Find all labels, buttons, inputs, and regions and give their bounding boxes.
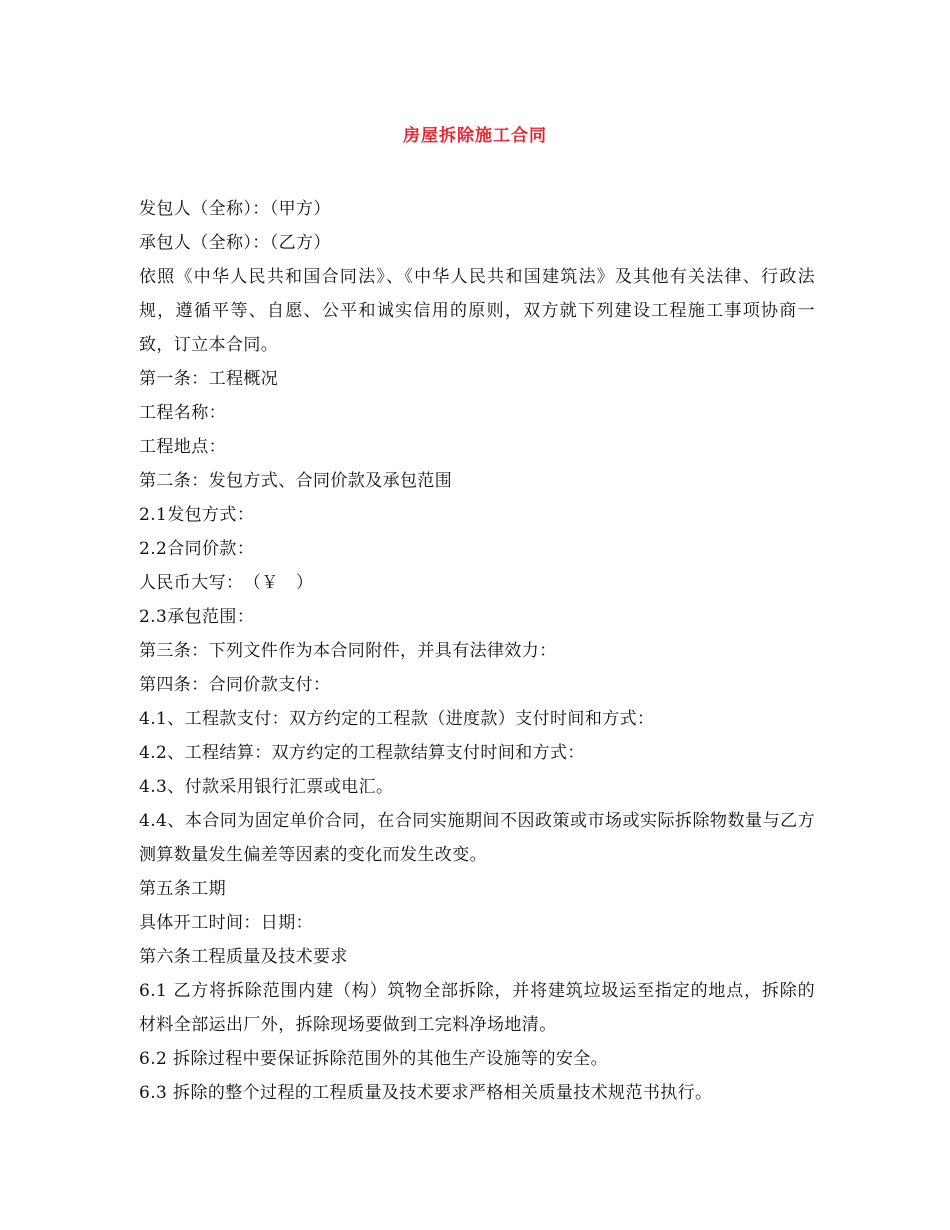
article-4-heading: 第四条：合同价款支付： (139, 675, 331, 695)
preamble-paragraph: 依照《中华人民共和国合同法》、《中华人民共和国建筑法》及其他有关法律、行政法规，遵循平等、自愿、公平和诚实信用的原则，双方就下列建设工程施工事项协商一致，订立本合同。 (139, 267, 815, 355)
article-6-heading: 第六条工程质量及技术要求 (139, 947, 348, 967)
rmb-amount-line: 人民币大写： （￥ ） (139, 573, 314, 593)
party-b-line: 承包人（全称）：（乙方） (139, 233, 331, 253)
document-body (139, 192, 815, 1110)
clause-4-3: 4.3、付款采用银行汇票或电汇。 (139, 777, 394, 797)
project-location-line: 工程地点： (139, 437, 226, 457)
clause-2-3: 2.3承包范围： (139, 607, 255, 627)
clause-2-1: 2.1发包方式： (139, 505, 255, 525)
start-date-line: 具体开工时间：日期： (139, 913, 313, 933)
clause-6-3: 6.3 拆除的整个过程的工程质量及技术要求严格相关质量技术规范书执行。 (139, 1083, 713, 1103)
article-5-heading: 第五条工期 (139, 879, 226, 899)
party-a-line: 发包人（全称）：（甲方） (139, 199, 331, 219)
article-1-heading: 第一条：工程概况 (139, 369, 279, 389)
clause-6-2: 6.2 拆除过程中要保证拆除范围外的其他生产设施等的安全。 (139, 1049, 609, 1069)
clause-4-4: 4.4、本合同为固定单价合同，在合同实施期间不因政策或市场或实际拆除物数量与乙方测算数量发生偏差等因素的变化而发生改变。 (139, 811, 815, 865)
article-3-heading: 第三条：下列文件作为本合同附件，并具有法律效力： (139, 641, 557, 661)
clause-6-1: 6.1 乙方将拆除范围内建（构）筑物全部拆除，并将建筑垃圾运至指定的地点，拆除的材料全部运出厂外，拆除现场要做到工完料净场地清。 (139, 981, 815, 1035)
clause-4-2: 4.2、工程结算：双方约定的工程款结算支付时间和方式： (139, 743, 585, 763)
clause-4-1: 4.1、工程款支付：双方约定的工程款（进度款）支付时间和方式： (139, 709, 655, 729)
article-2-heading: 第二条：发包方式、合同价款及承包范围 (139, 471, 453, 491)
document-title: 房屋拆除施工合同 (403, 126, 547, 146)
project-name-line: 工程名称： (139, 403, 226, 423)
clause-2-2: 2.2合同价款： (139, 539, 255, 559)
